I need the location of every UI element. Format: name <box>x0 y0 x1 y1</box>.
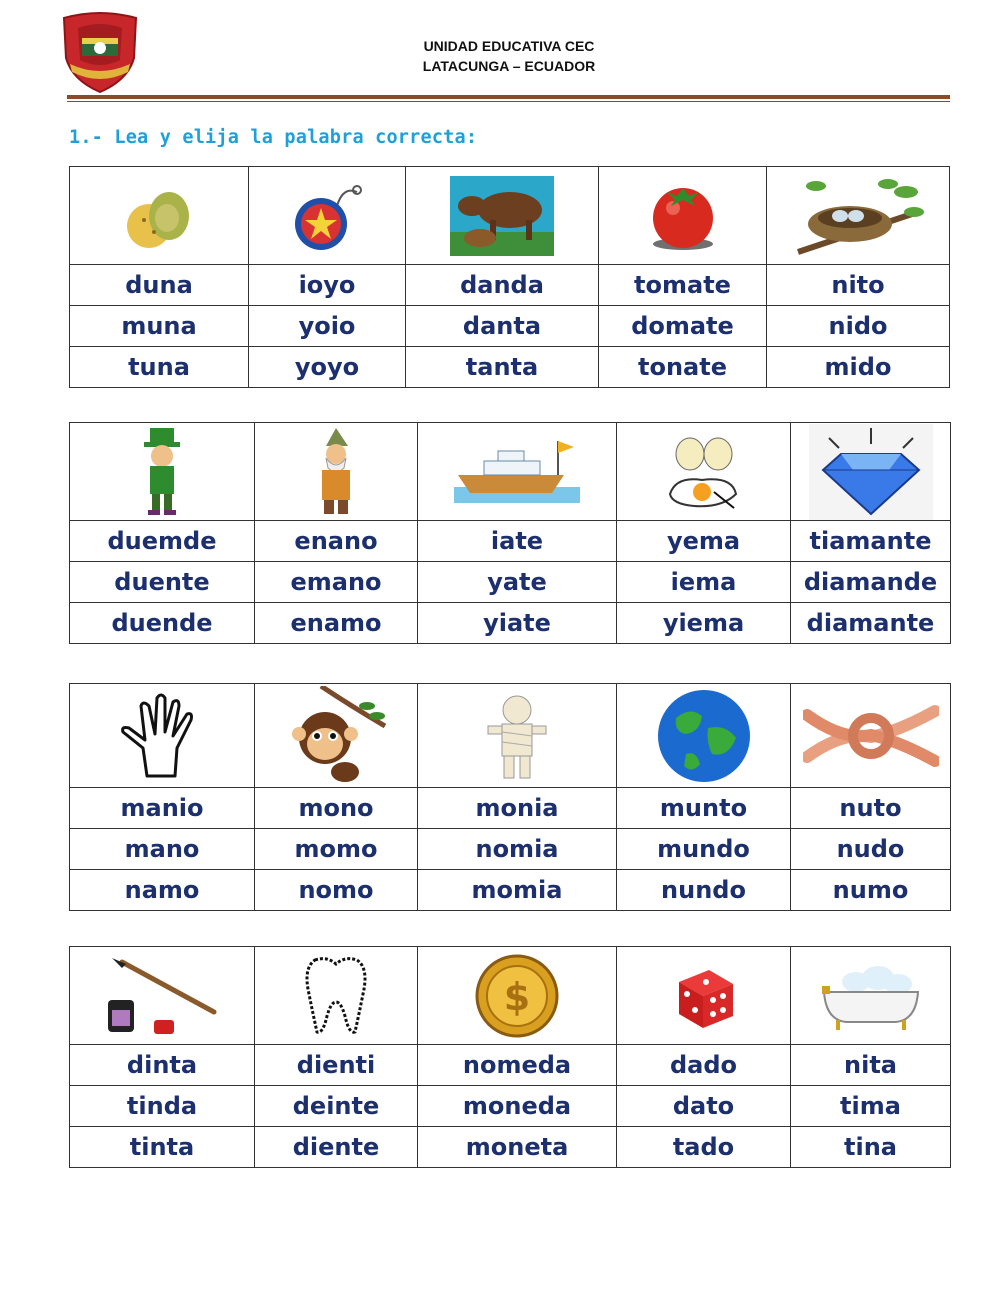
picture-cell <box>617 423 791 521</box>
mummy-image <box>482 690 552 782</box>
picture-cell <box>70 947 255 1045</box>
picture-cell <box>418 684 617 788</box>
word-option[interactable]: duente <box>70 562 255 603</box>
egg-yolk-image <box>662 432 746 512</box>
word-option[interactable]: moneda <box>418 1086 617 1127</box>
word-option[interactable]: nuto <box>791 788 951 829</box>
word-option[interactable]: muna <box>70 306 249 347</box>
word-option[interactable]: enamo <box>255 603 418 644</box>
picture-cell <box>791 947 951 1045</box>
dwarf-image <box>306 426 366 518</box>
header-rule-thick <box>67 95 950 99</box>
picture-cell <box>767 167 950 265</box>
word-option[interactable]: tima <box>791 1086 951 1127</box>
word-option[interactable]: yema <box>617 521 791 562</box>
word-option[interactable]: iema <box>617 562 791 603</box>
word-option[interactable]: yate <box>418 562 617 603</box>
document-header <box>0 36 1000 76</box>
word-option[interactable]: tiamante <box>791 521 951 562</box>
word-option[interactable]: nomeda <box>418 1045 617 1086</box>
word-option[interactable]: nudo <box>791 829 951 870</box>
word-option[interactable]: enano <box>255 521 418 562</box>
word-option[interactable]: nido <box>767 306 950 347</box>
word-option[interactable]: domate <box>599 306 767 347</box>
word-option[interactable]: yiema <box>617 603 791 644</box>
yoyo-image <box>287 176 367 256</box>
exercise-table-3 <box>69 683 951 911</box>
word-option[interactable]: dato <box>617 1086 791 1127</box>
picture-cell <box>70 167 249 265</box>
word-option[interactable]: danta <box>406 306 599 347</box>
word-option[interactable]: tado <box>617 1127 791 1168</box>
word-option[interactable]: moneta <box>418 1127 617 1168</box>
picture-cell <box>255 423 418 521</box>
picture-cell <box>255 684 418 788</box>
picture-cell <box>418 947 617 1045</box>
word-option[interactable]: tinta <box>70 1127 255 1168</box>
leprechaun-image <box>132 426 192 518</box>
hand-image <box>117 692 207 780</box>
school-city: LATACUNGA – ECUADOR <box>422 58 596 74</box>
school-name: UNIDAD EDUCATIVA CEC <box>423 38 595 54</box>
instruction-text: 1.- Lea y elija la palabra correcta: <box>69 127 478 148</box>
diamond-image <box>809 424 933 520</box>
svg-text:$: $ <box>503 974 531 1019</box>
word-option[interactable]: dado <box>617 1045 791 1086</box>
picture-cell <box>791 684 951 788</box>
word-option[interactable]: mono <box>255 788 418 829</box>
tomato-image <box>643 176 723 256</box>
monkey-image <box>281 686 391 786</box>
exercise-table-1 <box>69 166 950 388</box>
word-option[interactable]: diamande <box>791 562 951 603</box>
picture-cell <box>791 423 951 521</box>
word-option[interactable]: manio <box>70 788 255 829</box>
picture-cell <box>599 167 767 265</box>
header-rule-thin <box>67 101 950 102</box>
word-option[interactable]: momia <box>418 870 617 911</box>
word-option[interactable]: tina <box>791 1127 951 1168</box>
exercise-table-4 <box>69 946 951 1168</box>
picture-cell <box>617 947 791 1045</box>
nest-image <box>788 172 928 260</box>
word-option[interactable]: diamante <box>791 603 951 644</box>
globe-image <box>656 688 752 784</box>
picture-cell <box>70 423 255 521</box>
coin-image <box>475 954 559 1038</box>
word-option[interactable]: dienti <box>255 1045 418 1086</box>
picture-cell <box>418 423 617 521</box>
word-option[interactable]: monia <box>418 788 617 829</box>
picture-cell <box>406 167 599 265</box>
picture-cell <box>617 684 791 788</box>
picture-cell <box>70 684 255 788</box>
word-option[interactable]: yiate <box>418 603 617 644</box>
word-option[interactable]: momo <box>255 829 418 870</box>
word-option[interactable]: iate <box>418 521 617 562</box>
tapir-image <box>450 176 554 256</box>
die-image <box>669 960 739 1032</box>
word-option[interactable]: emano <box>255 562 418 603</box>
word-option[interactable]: nomia <box>418 829 617 870</box>
tooth-image <box>301 954 371 1038</box>
word-option[interactable]: munto <box>617 788 791 829</box>
word-option[interactable]: mano <box>70 829 255 870</box>
word-option[interactable]: nundo <box>617 870 791 911</box>
prickly-pear-image <box>119 176 199 256</box>
ink-brush-image <box>102 956 222 1036</box>
word-option[interactable]: diente <box>255 1127 418 1168</box>
picture-cell <box>255 947 418 1045</box>
yacht-image <box>454 435 580 509</box>
word-option[interactable]: ioyo <box>249 265 406 306</box>
picture-cell <box>249 167 406 265</box>
knot-image <box>803 701 939 771</box>
word-option[interactable]: tanta <box>406 347 599 388</box>
word-option[interactable]: tonate <box>599 347 767 388</box>
word-option[interactable]: nomo <box>255 870 418 911</box>
word-option[interactable]: yoyo <box>249 347 406 388</box>
exercise-table-2 <box>69 422 951 644</box>
bathtub-image <box>816 956 926 1036</box>
word-option[interactable]: nito <box>767 265 950 306</box>
word-option[interactable]: dinta <box>70 1045 255 1086</box>
word-option[interactable]: deinte <box>255 1086 418 1127</box>
word-option[interactable]: mido <box>767 347 950 388</box>
word-option[interactable]: danda <box>406 265 599 306</box>
word-option[interactable]: duende <box>70 603 255 644</box>
word-option[interactable]: nita <box>791 1045 951 1086</box>
word-option[interactable]: tuna <box>70 347 249 388</box>
word-option[interactable]: yoio <box>249 306 406 347</box>
word-option[interactable]: mundo <box>617 829 791 870</box>
word-option[interactable]: numo <box>791 870 951 911</box>
word-option[interactable]: duemde <box>70 521 255 562</box>
word-option[interactable]: tomate <box>599 265 767 306</box>
word-option[interactable]: tinda <box>70 1086 255 1127</box>
word-option[interactable]: duna <box>70 265 249 306</box>
word-option[interactable]: namo <box>70 870 255 911</box>
